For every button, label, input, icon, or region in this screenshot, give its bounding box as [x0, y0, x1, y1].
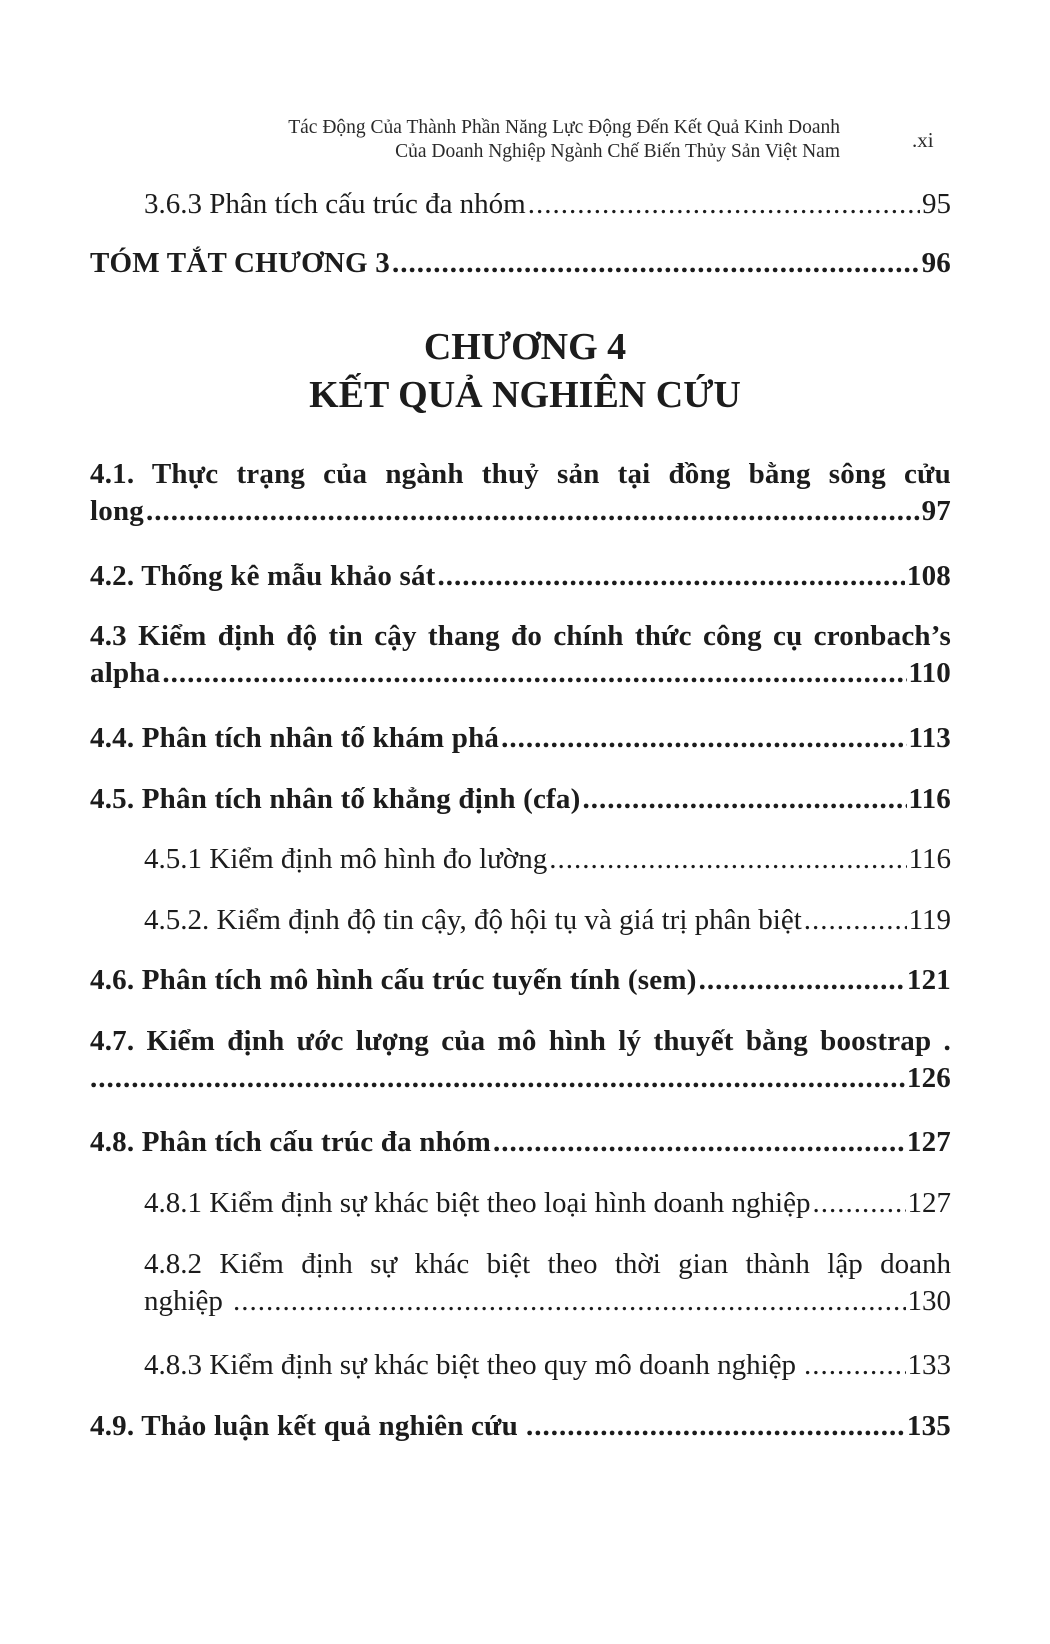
toc-entry-title: 4.8.1 Kiểm định sự khác biệt theo loại hình doanh nghiệp — [144, 1187, 811, 1219]
toc-entry[interactable] — [90, 1126, 951, 1159]
chapter-label: CHƯƠNG 4 — [423, 326, 627, 368]
toc-entry-page: 119 — [908, 904, 951, 936]
toc-entry-page: 130 — [907, 1285, 951, 1317]
dot-leader — [526, 1410, 905, 1443]
dot-leader — [392, 247, 920, 280]
toc-entry[interactable] — [144, 1248, 951, 1318]
toc-entry[interactable] — [144, 904, 951, 937]
toc-entry-title: alpha — [90, 657, 161, 689]
dot-leader — [146, 495, 920, 528]
toc-entry-title: TÓM TẮT CHƯƠNG 3 — [90, 247, 390, 279]
toc-entry-title: 4.5. Phân tích nhân tố khẳng định (cfa) — [90, 783, 581, 815]
toc-entry-page: 108 — [906, 560, 951, 592]
toc-entry-page: 121 — [906, 964, 951, 996]
page-number: .xi — [912, 128, 934, 152]
toc-entry-title: 4.8.3 Kiểm định sự khác biệt theo quy mô doanh nghiệp — [144, 1349, 797, 1381]
toc-entry-page: 127 — [906, 1126, 951, 1158]
toc-entry[interactable] — [90, 964, 951, 997]
toc-entry-page: 113 — [908, 722, 951, 754]
toc-entry-title: 4.9. Thảo luận kết quả nghiên cứu — [90, 1410, 518, 1442]
toc-entry[interactable] — [144, 1187, 951, 1220]
toc-entry-page: 97 — [921, 495, 951, 527]
dot-leader — [813, 1187, 906, 1220]
toc-entry-title: 4.8. Phân tích cấu trúc đa nhóm — [90, 1126, 491, 1158]
toc-entry[interactable] — [144, 1349, 951, 1382]
toc-entry[interactable] — [144, 843, 951, 876]
toc-entry-page: 95 — [922, 188, 951, 220]
toc-entry-title-line-1: 4.8.2 Kiểm định sự khác biệt theo thời gian thành lập doanh — [144, 1248, 951, 1280]
toc-entry-page: 135 — [906, 1410, 951, 1442]
running-head — [140, 116, 840, 164]
dot-leader — [162, 657, 906, 690]
toc-entry-title: 4.5.1 Kiểm định mô hình đo lường — [144, 843, 548, 875]
dot-leader — [493, 1126, 905, 1159]
toc-entry[interactable] — [90, 722, 951, 755]
toc-entry-title: 4.2. Thống kê mẫu khảo sát — [90, 560, 436, 592]
dot-leader — [528, 188, 920, 221]
toc-entry[interactable] — [90, 1025, 951, 1095]
toc-entry[interactable] — [90, 560, 951, 593]
toc-entry-page: 116 — [908, 843, 951, 875]
dot-leader — [438, 560, 905, 593]
dot-leader — [699, 964, 905, 997]
dot-leader — [582, 783, 906, 816]
dot-leader — [804, 1349, 905, 1382]
toc-entry-title: long — [90, 495, 144, 527]
toc-entry-title: 3.6.3 Phân tích cấu trúc đa nhóm — [144, 188, 526, 220]
running-head-line-1: Tác Động Của Thành Phần Năng Lực Động Đến Kết Quả Kinh Doanh — [288, 117, 840, 138]
running-head-line-2: Của Doanh Nghiệp Ngành Chế Biến Thủy Sản Việt Nam — [395, 141, 840, 162]
dot-leader — [501, 722, 906, 755]
toc-entry-page: 127 — [907, 1187, 951, 1219]
toc-entry-title: 4.4. Phân tích nhân tố khám phá — [90, 722, 500, 754]
toc-entry[interactable] — [90, 1410, 951, 1443]
toc-entry-page: 116 — [908, 783, 951, 815]
toc-entry[interactable] — [90, 620, 951, 690]
toc-entry[interactable] — [90, 783, 951, 816]
toc-entry-page: 126 — [906, 1062, 951, 1094]
toc-entry-title-line-1: 4.3 Kiểm định độ tin cậy thang đo chính thức công cụ cronbach’s — [90, 620, 951, 652]
dot-leader — [804, 904, 907, 937]
dot-leader — [549, 843, 906, 876]
chapter-title: KẾT QUẢ NGHIÊN CỨU — [309, 374, 741, 416]
toc-entry[interactable] — [90, 247, 951, 280]
dot-leader — [233, 1285, 906, 1318]
toc-entry-title: nghiệp — [144, 1285, 223, 1317]
toc-entry-title: 4.5.2. Kiểm định độ tin cậy, độ hội tụ và giá trị phân biệt — [144, 904, 802, 936]
toc-entry-page: 96 — [921, 247, 951, 279]
toc-entry-title-line-1: 4.7. Kiểm định ước lượng của mô hình lý thuyết bằng boostrap . — [90, 1025, 951, 1057]
toc-entry-page: 110 — [908, 657, 951, 689]
toc-entry-title-line-1: 4.1. Thực trạng của ngành thuỷ sản tại đồng bằng sông cửu — [90, 458, 951, 490]
toc-entry[interactable] — [144, 188, 951, 221]
dot-leader — [90, 1062, 905, 1095]
toc-entry-title: 4.6. Phân tích mô hình cấu trúc tuyến tính (sem) — [90, 964, 697, 996]
toc-entry[interactable] — [90, 458, 951, 528]
toc-entry-page: 133 — [907, 1349, 951, 1381]
